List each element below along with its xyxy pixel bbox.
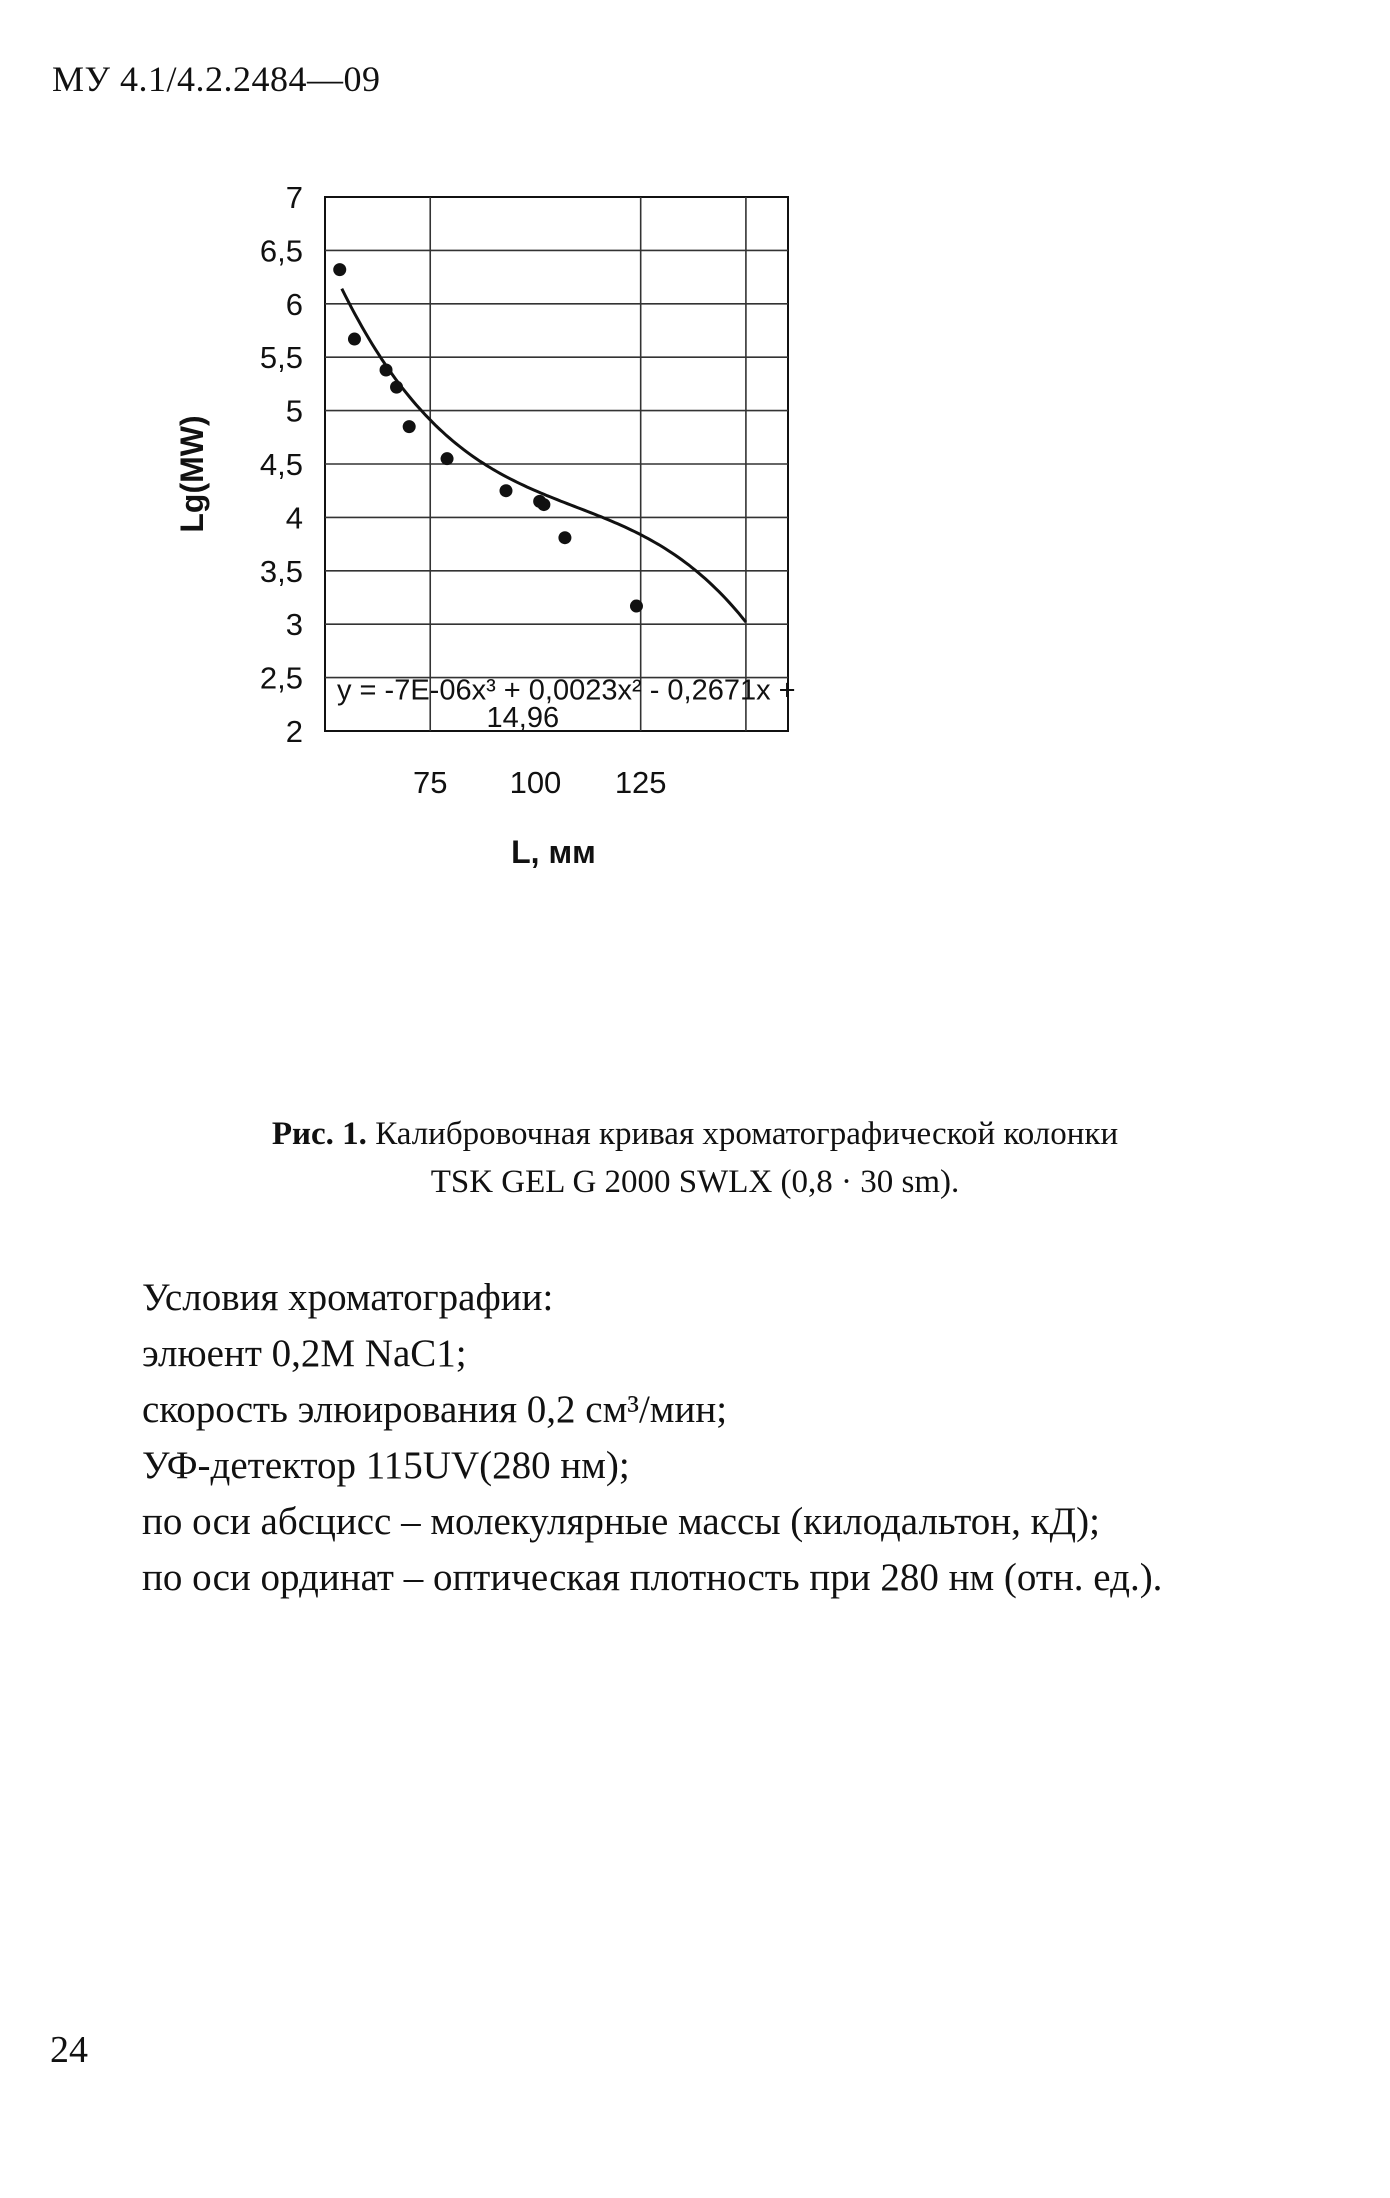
chart-svg [174, 180, 1140, 1100]
caption-line-1: Калибровочная кривая хроматографической колонки [375, 1116, 1119, 1152]
data-point [333, 263, 346, 276]
condition-eluent: элюент 0,2М NaC1; [142, 1332, 467, 1375]
data-point [348, 333, 361, 346]
calibration-chart [174, 180, 1140, 1100]
y-tick-label: 3,5 [259, 553, 303, 589]
condition-flow-rate: скорость элюирования 0,2 см³/мин; [142, 1388, 728, 1431]
x-tick-label: 125 [614, 765, 667, 800]
x-tick-labels [413, 765, 667, 800]
data-point [499, 484, 512, 497]
y-tick-labels [260, 180, 303, 749]
chromatography-conditions [142, 1270, 1292, 1606]
y-tick-label: 4,5 [259, 447, 303, 482]
x-tick-label: 100 [509, 765, 562, 800]
equation-line-1: y = -7E-06x³ + 0,0023x² - 0,2671x + [337, 674, 796, 707]
data-point [403, 420, 416, 433]
grid-layer [325, 197, 788, 731]
condition-x-axis: по оси абсцисс – молекулярные массы (килодальтон, кД); [142, 1500, 1100, 1543]
y-tick-label: 6 [285, 286, 303, 322]
y-tick-label: 2,5 [259, 660, 303, 696]
condition-detector: УФ-детектор 115UV(280 нм); [142, 1444, 630, 1487]
data-point [630, 600, 643, 613]
caption-label: Рис. 1. [271, 1116, 367, 1152]
data-point [441, 452, 454, 465]
y-tick-label: 3 [285, 607, 303, 643]
y-axis-label: Lg(MW) [174, 415, 210, 533]
trendline [342, 289, 746, 622]
x-tick-label: 75 [412, 765, 448, 800]
figure-caption [120, 1110, 1270, 1206]
y-tick-label: 7 [285, 180, 303, 215]
data-point [537, 498, 550, 511]
y-tick-label: 5 [285, 393, 303, 429]
caption-line-2: TSK GEL G 2000 SWLX (0,8 · 30 sm). [430, 1164, 960, 1200]
condition-y-axis: по оси ординат – оптическая плотность при 280 нм (отн. ед.). [142, 1556, 1163, 1599]
document-code: МУ 4.1/4.2.2484—09 [52, 59, 381, 99]
equation-line-2: 14,96 [486, 702, 560, 734]
y-tick-label: 5,5 [259, 340, 303, 376]
x-axis-label: L, мм [511, 834, 596, 870]
y-tick-label: 2 [285, 714, 303, 749]
page-number: 24 [50, 2029, 88, 2071]
data-points [333, 263, 643, 612]
conditions-heading: Условия хроматографии: [142, 1276, 554, 1319]
y-tick-label: 4 [285, 500, 303, 536]
y-tick-label: 6,5 [259, 233, 303, 269]
data-point [558, 531, 571, 544]
